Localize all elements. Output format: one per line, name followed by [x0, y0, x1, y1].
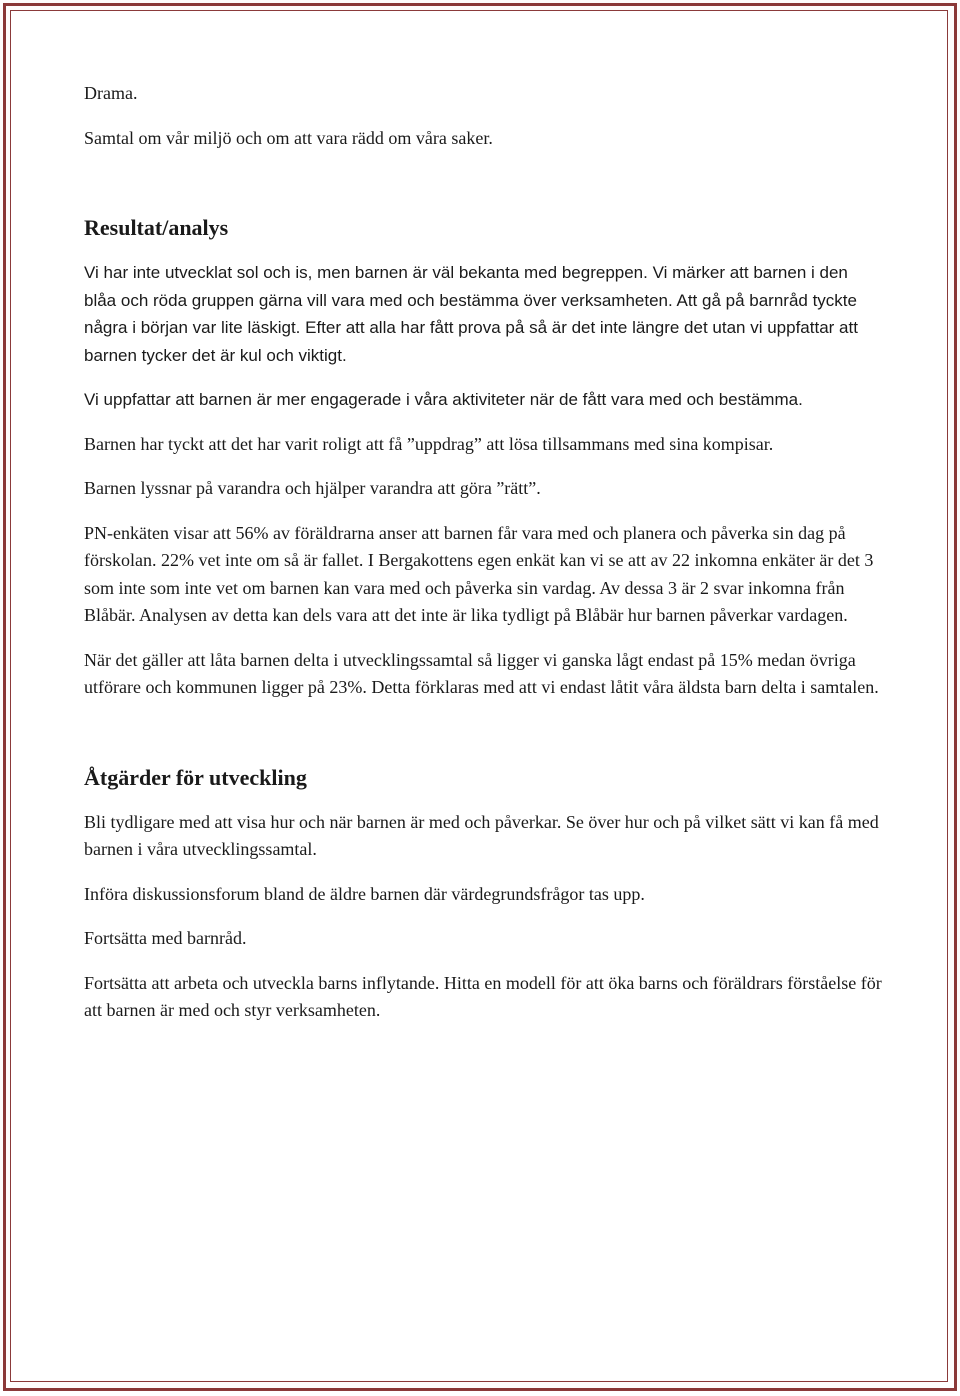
- paragraph-resultat-5: PN-enkäten visar att 56% av föräldrarna anser att barnen får vara med och planera och påverka sin dag på förskolan. 22% vet inte om så är fallet. I Bergakottens egen enkät kan vi se att av 22 inkomna enkäter är det 3 som inte som inte vet om barnen kan vara med och påverka sin vardag. Av dessa 3 är 2 svar inkomna från Blåbär. Analysen av detta kan dels vara att det inte är lika tydligt på Blåbär hur barnen påverkar vardagen.: [84, 522, 874, 625]
- paragraph-resultat-6: När det gäller att låta barnen delta i utvecklingssamtal så ligger vi ganska lågt endast på 15% medan övriga utförare och kommunen ligger på 23%. Detta förklaras med att vi endast låtit våra äldsta barn delta i samtalen.: [84, 649, 879, 697]
- paragraph-resultat-4: Barnen lyssnar på varandra och hjälper varandra att göra ”rätt”.: [84, 478, 541, 498]
- paragraph-atgarder-3: Fortsätta med barnråd.: [84, 928, 247, 948]
- paragraph-atgarder-2: Införa diskussionsforum bland de äldre barnen där värdegrundsfrågor tas upp.: [84, 883, 645, 904]
- heading-atgarder: Åtgärder för utveckling: [84, 764, 307, 790]
- paragraph-resultat-2: Vi uppfattar att barnen är mer engagerade i våra aktiviteter när de fått vara med och bestämma.: [84, 390, 803, 409]
- document-body: [84, 80, 884, 1025]
- paragraph-atgarder-1: Bli tydligare med att visa hur och när barnen är med och påverkar. Se över hur och på vilket sätt vi kan få med barnen i våra utvecklingssamtal.: [84, 811, 879, 859]
- paragraph-atgarder-4: Fortsätta att arbeta och utveckla barns inflytande. Hitta en modell för att öka barns och föräldrars förståelse för att barnen är med och styr verksamheten.: [84, 972, 882, 1020]
- intro-line-samtal: Samtal om vår miljö och om att vara rädd om våra saker.: [84, 127, 493, 148]
- intro-line-drama: Drama.: [84, 83, 138, 103]
- heading-resultat-analys: Resultat/analys: [84, 215, 229, 240]
- paragraph-resultat-1: Vi har inte utvecklat sol och is, men barnen är väl bekanta med begreppen. Vi märker att barnen i den blåa och röda gruppen gärna vill vara med och bestämma över verksamheten. Att gå på barnråd tyckte några i början var lite läskigt. Efter att alla har fått prova på så är det inte längre det utan vi uppfattar att barnen tycker det är kul och viktigt.: [84, 263, 858, 365]
- paragraph-resultat-3: Barnen har tyckt att det har varit roligt att få ”uppdrag” att lösa tillsammans med sina kompisar.: [84, 433, 774, 454]
